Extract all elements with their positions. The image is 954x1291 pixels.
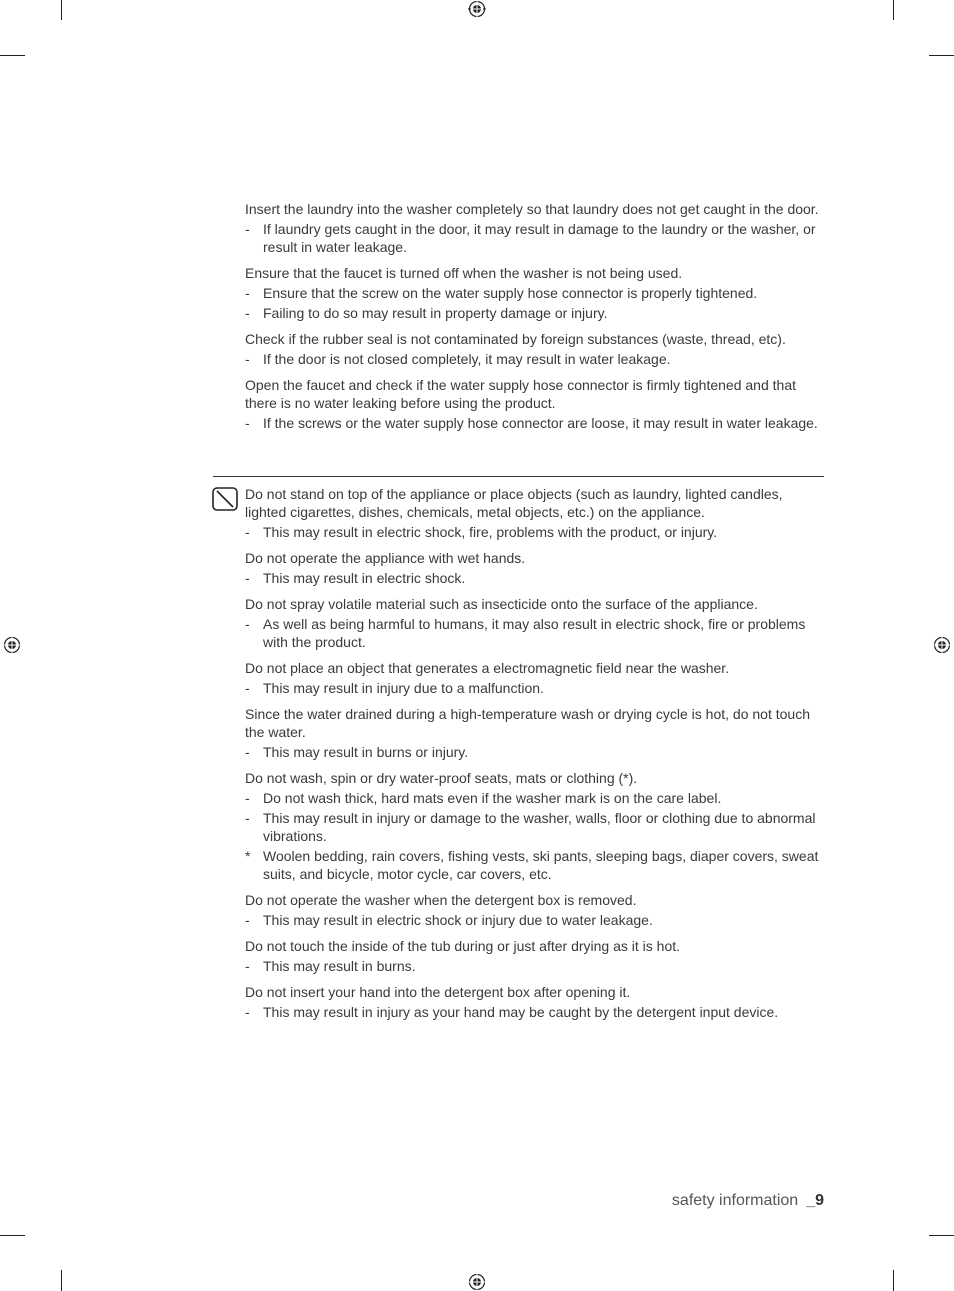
instruction-item bbox=[245, 679, 825, 697]
instruction-lead: Do not touch the inside of the tub during or just after drying as it is hot. bbox=[245, 938, 681, 954]
instruction-item bbox=[245, 809, 825, 845]
instruction-block bbox=[245, 330, 825, 368]
instruction-block bbox=[245, 264, 825, 322]
registration-mark-icon bbox=[933, 636, 951, 654]
item-text: As well as being harmful to humans, it may also result in electric shock, fire or problems with the product. bbox=[263, 616, 806, 650]
bullet-mark: - bbox=[245, 790, 250, 806]
registration-mark-icon bbox=[3, 636, 21, 654]
footer-label: safety information bbox=[671, 1192, 799, 1209]
page-footer bbox=[672, 1192, 824, 1210]
bullet-mark: - bbox=[245, 524, 250, 540]
bullet-mark: - bbox=[245, 351, 250, 367]
item-text: This may result in injury due to a malfunction. bbox=[263, 680, 544, 696]
instruction-block bbox=[245, 595, 825, 651]
bullet-mark: * bbox=[245, 848, 251, 864]
instruction-item bbox=[245, 304, 825, 322]
instruction-block bbox=[245, 659, 825, 697]
crop-mark bbox=[61, 0, 62, 20]
instruction-block bbox=[245, 705, 825, 761]
instruction-block bbox=[245, 485, 825, 541]
instruction-item bbox=[245, 350, 825, 368]
item-text: This may result in injury as your hand may be caught by the detergent input device. bbox=[263, 1004, 779, 1020]
instruction-item bbox=[245, 220, 825, 256]
instruction-item bbox=[245, 569, 825, 587]
bullet-mark: - bbox=[245, 1004, 250, 1020]
instruction-lead: Do not operate the appliance with wet hands. bbox=[245, 550, 526, 566]
instruction-item bbox=[245, 523, 825, 541]
bullet-mark: - bbox=[245, 305, 250, 321]
item-text: This may result in injury or damage to the washer, walls, floor or clothing due to abnormal vibrations. bbox=[263, 810, 816, 844]
item-text: Do not wash thick, hard mats even if the washer mark is on the care label. bbox=[263, 790, 722, 806]
item-text: This may result in burns or injury. bbox=[263, 744, 469, 760]
bullet-mark: - bbox=[245, 958, 250, 974]
instruction-lead: Do not operate the washer when the detergent box is removed. bbox=[245, 892, 637, 908]
item-text: This may result in electric shock or injury due to water leakage. bbox=[263, 912, 653, 928]
instruction-block bbox=[245, 200, 825, 256]
instruction-item bbox=[245, 743, 825, 761]
item-text: If laundry gets caught in the door, it may result in damage to the laundry or the washer, or result in water leakage. bbox=[263, 221, 816, 255]
instruction-block bbox=[245, 983, 825, 1021]
bullet-mark: - bbox=[245, 570, 250, 586]
bullet-mark: - bbox=[245, 616, 250, 632]
instruction-lead: Since the water drained during a high-temperature wash or drying cycle is hot, do not touch the water. bbox=[245, 706, 810, 740]
crop-mark bbox=[0, 55, 25, 56]
item-text: This may result in burns. bbox=[263, 958, 416, 974]
instruction-lead: Open the faucet and check if the water supply hose connector is firmly tightened and that there is no water leaking before using the product. bbox=[245, 377, 796, 411]
crop-mark bbox=[0, 1235, 25, 1236]
instruction-block bbox=[245, 376, 825, 432]
instruction-item bbox=[245, 911, 825, 929]
instruction-lead: Do not place an object that generates a electromagnetic field near the washer. bbox=[245, 660, 730, 676]
caution-section bbox=[245, 200, 825, 440]
crop-mark bbox=[893, 1270, 894, 1291]
page-number: _9 bbox=[806, 1192, 824, 1209]
instruction-block bbox=[245, 769, 825, 883]
bullet-mark: - bbox=[245, 680, 250, 696]
instruction-item bbox=[245, 284, 825, 302]
instruction-lead: Do not spray volatile material such as insecticide onto the surface of the appliance. bbox=[245, 596, 758, 612]
instruction-item bbox=[245, 847, 825, 883]
item-text: Failing to do so may result in property damage or injury. bbox=[263, 305, 608, 321]
crop-mark bbox=[893, 0, 894, 20]
item-text: Woolen bedding, rain covers, fishing vests, ski pants, sleeping bags, diaper covers, sweat suits, and bicycle, motor cycle, car covers, etc. bbox=[263, 848, 819, 882]
item-text: If the screws or the water supply hose connector are loose, it may result in water leakage. bbox=[263, 415, 818, 431]
bullet-mark: - bbox=[245, 221, 250, 237]
instruction-lead: Insert the laundry into the washer completely so that laundry does not get caught in the door. bbox=[245, 201, 819, 217]
bullet-mark: - bbox=[245, 810, 250, 826]
instruction-lead: Do not wash, spin or dry water-proof seats, mats or clothing (*). bbox=[245, 770, 638, 786]
bullet-mark: - bbox=[245, 285, 250, 301]
instruction-lead: Ensure that the faucet is turned off when the washer is not being used. bbox=[245, 265, 683, 281]
item-text: If the door is not closed completely, it may result in water leakage. bbox=[263, 351, 671, 367]
crop-mark bbox=[929, 55, 954, 56]
bullet-mark: - bbox=[245, 415, 250, 431]
instruction-item bbox=[245, 789, 825, 807]
section-divider bbox=[213, 476, 824, 477]
bullet-mark: - bbox=[245, 912, 250, 928]
instruction-block bbox=[245, 937, 825, 975]
instruction-lead: Check if the rubber seal is not contaminated by foreign substances (waste, thread, etc). bbox=[245, 331, 786, 347]
instruction-lead: Do not insert your hand into the detergent box after opening it. bbox=[245, 984, 631, 1000]
instruction-item bbox=[245, 615, 825, 651]
item-text: Ensure that the screw on the water supply hose connector is properly tightened. bbox=[263, 285, 758, 301]
instruction-item bbox=[245, 1003, 825, 1021]
crop-mark bbox=[929, 1235, 954, 1236]
prohibition-section bbox=[245, 485, 825, 1029]
item-text: This may result in electric shock. bbox=[263, 570, 466, 586]
prohibition-icon bbox=[212, 487, 238, 511]
registration-mark-icon bbox=[468, 1273, 486, 1291]
instruction-item bbox=[245, 957, 825, 975]
instruction-block bbox=[245, 549, 825, 587]
item-text: This may result in electric shock, fire, problems with the product, or injury. bbox=[263, 524, 718, 540]
registration-mark-icon bbox=[468, 0, 486, 18]
crop-mark bbox=[61, 1270, 62, 1291]
instruction-lead: Do not stand on top of the appliance or place objects (such as laundry, lighted candles, lighted cigarettes, dishes, chemicals, metal objects, etc.) on the appliance. bbox=[245, 486, 783, 520]
instruction-item bbox=[245, 414, 825, 432]
bullet-mark: - bbox=[245, 744, 250, 760]
instruction-block bbox=[245, 891, 825, 929]
